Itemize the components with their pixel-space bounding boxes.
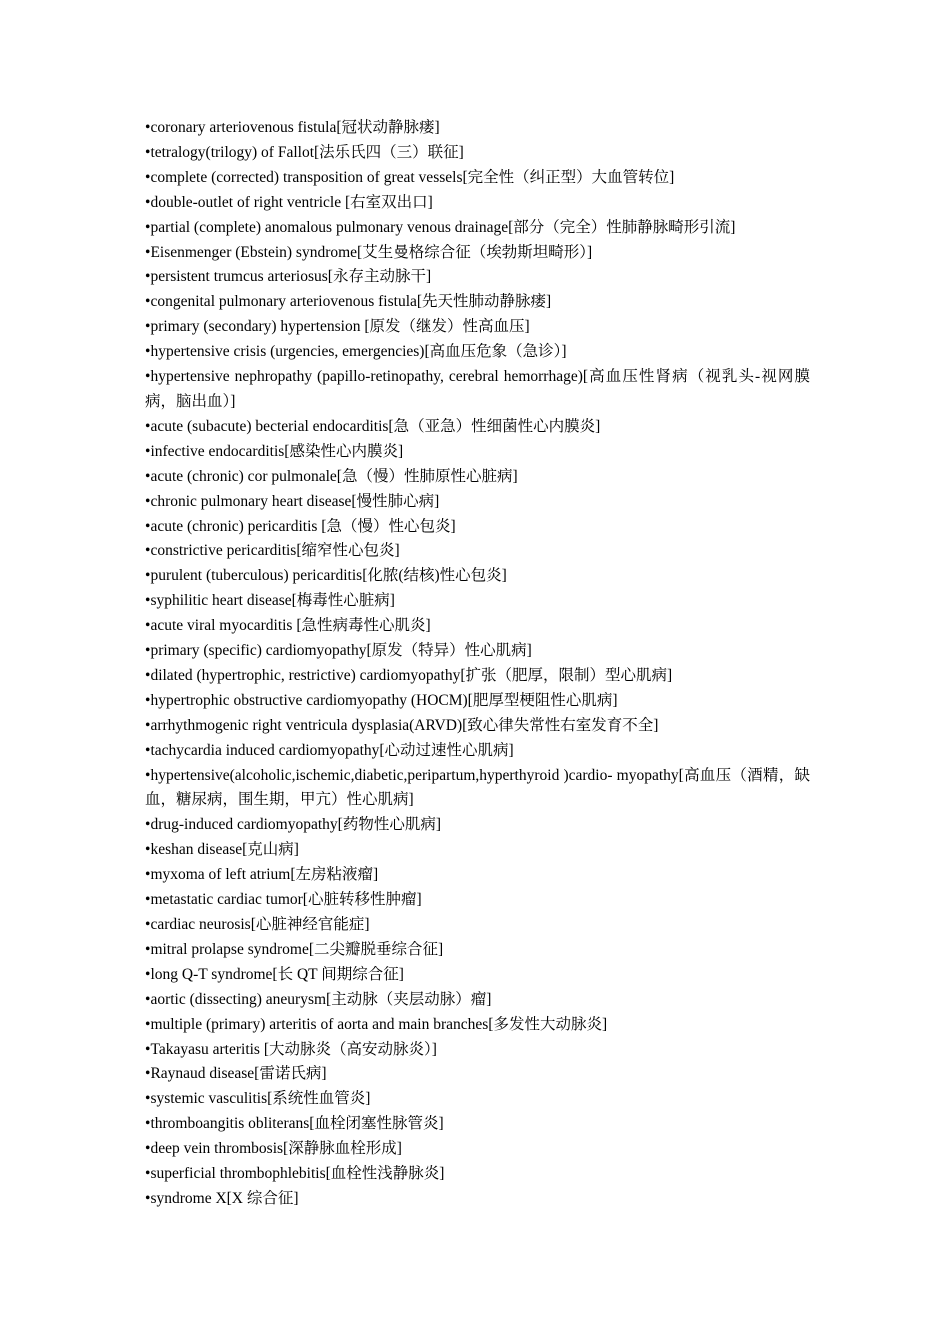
list-item [145,116,810,141]
list-item-text: acute (chronic) cor pulmonale[急（慢）性肺原性心脏病] [150,467,518,485]
list-item-text: primary (specific) cardiomyopathy[原发（特异）性心肌病] [150,642,532,660]
bullet-icon: • [145,1165,151,1183]
list-item-text: cardiac neurosis[心脏神经官能症] [150,916,370,933]
list-item [145,365,810,415]
list-item [145,340,810,365]
list-item [145,415,810,440]
bullet-icon: • [145,193,151,211]
list-item [145,1038,810,1063]
bullet-icon: • [145,567,151,585]
bullet-icon: • [145,442,151,460]
list-item [145,166,810,191]
list-item [145,515,810,540]
list-item [145,1137,810,1162]
bullet-icon: • [145,642,151,660]
list-item-text: superficial thrombophlebitis[血栓性浅静脉炎] [150,1165,445,1183]
list-item-text: infective endocarditis[感染性心内膜炎] [150,442,404,460]
bullet-icon: • [145,467,151,485]
list-item [145,216,810,241]
list-item-text: drug-induced cardiomyopathy[药物性心肌病] [150,816,441,834]
list-item [145,764,810,814]
list-item-text: aortic (dissecting) aneurysm[主动脉（夹层动脉）瘤] [150,990,492,1008]
list-item-text: keshan disease[克山病] [150,841,299,859]
bullet-icon: • [145,691,151,709]
bullet-icon: • [145,1090,151,1108]
list-item [145,241,810,266]
list-item-text: dilated (hypertrophic, restrictive) cardiomyopathy[扩张（肥厚，限制）型心肌病] [150,666,673,684]
bullet-icon: • [145,119,151,136]
bullet-icon: • [145,891,151,909]
bullet-icon: • [145,1040,151,1058]
bullet-icon: • [145,1115,151,1133]
list-item-text: chronic pulmonary heart disease[慢性肺心病] [150,492,440,510]
bullet-icon: • [145,1189,151,1207]
list-item-text: syndrome X[X 综合征] [150,1189,299,1207]
list-item [145,315,810,340]
list-item-text: syphilitic heart disease[梅毒性心脏病] [150,592,395,610]
list-item-text: acute (subacute) becterial endocarditis[急（亚急）性细菌性心内膜炎] [150,417,601,435]
bullet-icon: • [145,368,151,386]
list-item [145,290,810,315]
bullet-icon: • [145,965,151,983]
list-item [145,888,810,913]
list-item-text: primary (secondary) hypertension [原发（继发）性高血压] [150,318,530,336]
list-item-text: deep vein thrombosis[深静脉血栓形成] [150,1140,402,1158]
bullet-icon: • [145,517,151,535]
list-item-text: tetralogy(trilogy) of Fallot[法乐氏四（三）联征] [150,143,464,161]
list-item-text: constrictive pericarditis[缩窄性心包炎] [150,542,400,560]
bullet-icon: • [145,816,151,834]
list-item [145,838,810,863]
list-item-text: thromboangitis obliterans[血栓闭塞性脉管炎] [150,1115,444,1133]
bullet-icon: • [145,492,151,510]
bullet-icon: • [145,417,151,435]
list-item-text: tachycardia induced cardiomyopathy[心动过速性心肌病] [150,741,514,759]
list-item [145,465,810,490]
bullet-icon: • [145,143,151,161]
list-item-text: hypertensive nephropathy (papillo-retinopathy, cerebral hemorrhage)[高血压性肾病（视乳头-视网膜病，脑出血）] [145,368,810,410]
list-item [145,141,810,166]
list-item [145,539,810,564]
bullet-icon: • [145,841,151,859]
bullet-icon: • [145,243,151,261]
bullet-icon: • [145,990,151,1008]
bullet-icon: • [145,268,151,286]
list-item [145,589,810,614]
list-item [145,1013,810,1038]
bullet-icon: • [145,666,151,684]
bullet-icon: • [145,916,151,933]
list-item-text: coronary arteriovenous fistula[冠状动静脉瘘] [150,119,440,136]
list-item-text: double-outlet of right ventricle [右室双出口] [150,193,433,211]
list-item [145,664,810,689]
bullet-icon: • [145,168,151,186]
list-item [145,689,810,714]
bullet-icon: • [145,592,151,610]
list-item [145,1187,810,1212]
list-item [145,813,810,838]
bullet-icon: • [145,940,151,958]
list-item [145,191,810,216]
list-item-text: long Q-T syndrome[长 QT 间期综合征] [150,965,404,983]
list-item-text: acute viral myocarditis [急性病毒性心肌炎] [150,617,431,635]
bullet-icon: • [145,866,151,884]
list-item [145,490,810,515]
list-item-text: arrhythmogenic right ventricula dysplasia(ARVD)[致心律失常性右室发育不全] [150,716,659,734]
list-item [145,614,810,639]
bullet-icon: • [145,1015,151,1033]
list-item [145,913,810,938]
list-item [145,265,810,290]
bullet-icon: • [145,1065,151,1083]
list-item-text: Eisenmenger (Ebstein) syndrome[艾生曼格综合征（埃勃斯坦畸形）] [150,243,593,261]
bullet-icon: • [145,716,151,734]
list-item [145,988,810,1013]
bullet-icon: • [145,318,151,336]
list-item-text: hypertrophic obstructive cardiomyopathy (HOCM)[肥厚型梗阻性心肌病] [150,691,618,709]
list-item [145,1162,810,1187]
list-item-text: hypertensive(alcoholic,ischemic,diabetic,peripartum,hyperthyroid )cardio- myopathy[高血压（酒精，缺血，糖尿病，围生期，甲亢）性心肌病] [145,766,810,809]
bullet-icon: • [145,766,151,784]
list-item-text: purulent (tuberculous) pericarditis[化脓(结核)性心包炎] [150,567,507,585]
list-item-text: multiple (primary) arteritis of aorta and main branches[多发性大动脉炎] [150,1015,608,1033]
bullet-icon: • [145,343,151,361]
list-item [145,564,810,589]
list-item-text: mitral prolapse syndrome[二尖瓣脱垂综合征] [150,940,444,958]
list-item [145,714,810,739]
list-item [145,639,810,664]
list-item [145,739,810,764]
bullet-icon: • [145,218,151,236]
list-item [145,1062,810,1087]
list-item-text: systemic vasculitis[系统性血管炎] [150,1090,371,1108]
bullet-icon: • [145,293,151,311]
list-item-text: myxoma of left atrium[左房粘液瘤] [150,866,379,884]
list-item-text: Takayasu arteritis [大动脉炎（高安动脉炎）] [150,1040,437,1058]
list-item [145,963,810,988]
list-item [145,1087,810,1112]
list-item [145,938,810,963]
term-list [145,116,810,1212]
list-item-text: congenital pulmonary arteriovenous fistula[先天性肺动静脉瘘] [150,293,552,311]
list-item-text: complete (corrected) transposition of great vessels[完全性（纠正型）大血管转位] [150,168,675,186]
list-item-text: persistent trumcus arteriosus[永存主动脉干] [150,268,432,286]
list-item-text: acute (chronic) pericarditis [急（慢）性心包炎] [150,517,456,535]
list-item-text: hypertensive crisis (urgencies, emergencies)[高血压危象（急诊）] [150,343,567,361]
list-item-text: Raynaud disease[雷诺氏病] [150,1065,327,1083]
list-item [145,440,810,465]
bullet-icon: • [145,1140,151,1158]
list-item-text: partial (complete) anomalous pulmonary venous drainage[部分（完全）性肺静脉畸形引流] [150,218,736,236]
list-item [145,863,810,888]
list-item [145,1112,810,1137]
bullet-icon: • [145,617,151,635]
bullet-icon: • [145,542,151,560]
bullet-icon: • [145,741,151,759]
list-item-text: metastatic cardiac tumor[心脏转移性肿瘤] [150,891,422,909]
